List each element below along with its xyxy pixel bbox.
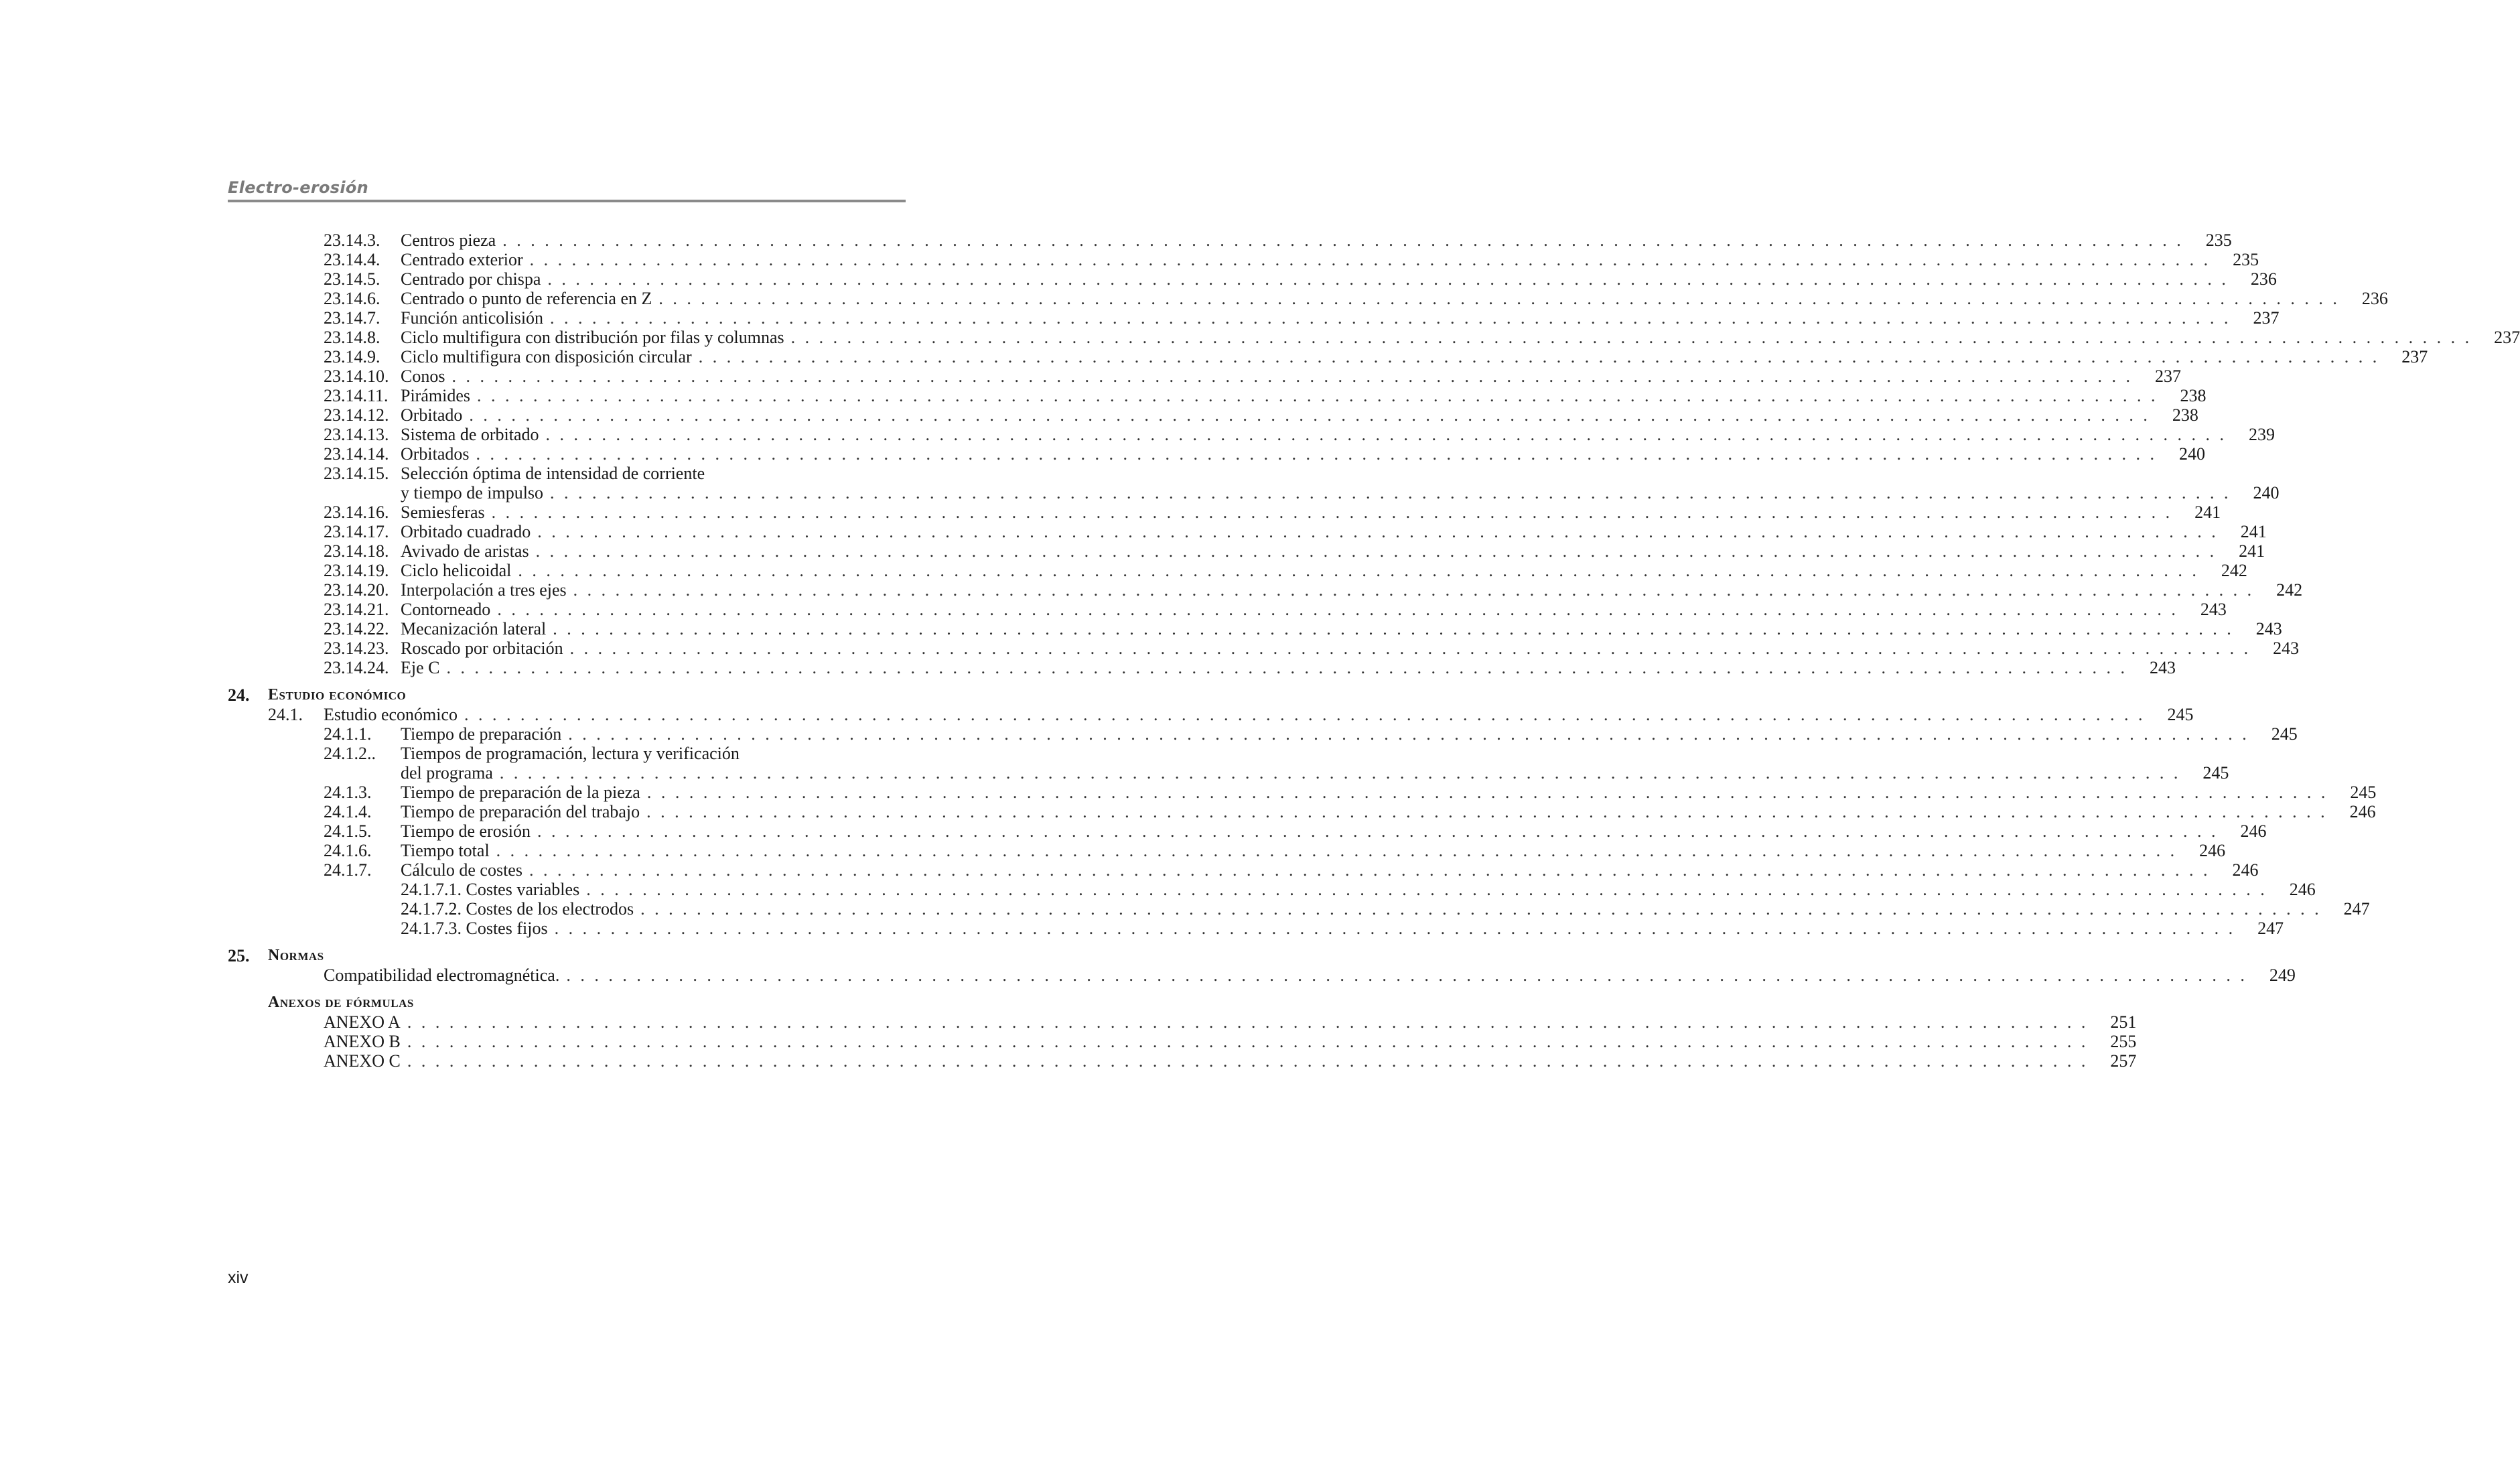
toc-page-number: 243 (2273, 639, 2300, 658)
toc-entry-row (228, 541, 2265, 561)
toc-entry-title: Ciclo multifigura con distribución por filas y columnas (401, 328, 784, 347)
toc-chapter-row (228, 946, 906, 965)
toc-dot-leader: . . . . . . . . . . . . . . . . . . . . . . . . . . . . . . . . . . . . . . . . . . . . . . . . . . . . . . . . . . . . . . . . . . . . . . . . . . . . . . . . . . . . . . . . . . . . . . . . . . . . . . . . . . . . . . . . . . . . . . . . (640, 899, 2322, 919)
toc-entry-row (228, 744, 906, 763)
toc-entry-row (228, 880, 2316, 899)
toc-entry-number: 23.14.8. (324, 328, 380, 347)
toc-entry-title: ANEXO B (324, 1032, 401, 1051)
toc-entry-title: ANEXO A (324, 1012, 401, 1032)
toc-entry-row (228, 705, 2194, 724)
toc-entry-title: Tiempo de preparación (401, 724, 562, 744)
toc-entry-row (228, 860, 2259, 880)
toc-dot-leader: . . . . . . . . . . . . . . . . . . . . . . . . . . . . . . . . . . . . . . . . . . . . . . . . . . . . . . . . . . . . . . . . . . . . . . . . . . . . . . . . . . . . . . . . . . . . . . . . . . . . . . . . . . . . . . . . . . . . . . . . (491, 503, 2173, 522)
toc-entry-row (228, 1051, 2137, 1071)
toc-page-number: 241 (2194, 503, 2221, 522)
toc-page-number: 240 (2253, 483, 2280, 503)
toc-entry-title: Cálculo de costes (401, 860, 522, 880)
toc-entry-row (228, 919, 2284, 938)
toc-dot-leader: . . . . . . . . . . . . . . . . . . . . . . . . . . . . . . . . . . . . . . . . . . . . . . . . . . . . . . . . . . . . . . . . . . . . . . . . . . . . . . . . . . . . . . . . . . . . . . . . . . . . . . . . . . . . . . . . . . . . . . . . (451, 366, 2133, 386)
toc-section-heading-row (228, 993, 906, 1012)
toc-page-number: 246 (2199, 841, 2226, 860)
toc-entry-row (228, 580, 2303, 600)
toc-entry-title: Orbitados (401, 444, 470, 464)
toc-page-number: 237 (2494, 328, 2520, 347)
toc-entry-title: Tiempos de programación, lectura y verificación (401, 744, 740, 763)
toc-entry-title: Sistema de orbitado (401, 425, 539, 444)
toc-page-number: 246 (2349, 802, 2376, 821)
toc-page-number: 243 (2255, 619, 2282, 639)
toc-entry-row (228, 405, 2198, 425)
toc-entry-title: Eje C (401, 658, 440, 677)
toc-dot-leader: . . . . . . . . . . . . . . . . . . . . . . . . . . . . . . . . . . . . . . . . . . . . . . . . . . . . . . . . . . . . . . . . . . . . . . . . . . . . . . . . . . . . . . . . . . . . . . . . . . . . . . . . . . . . . . . . . . . . . . . . (407, 1051, 2089, 1071)
toc-entry-row (228, 444, 2206, 464)
toc-entry-number: 23.14.12. (324, 405, 389, 425)
toc-entry-number: 24.1.6. (324, 841, 372, 860)
toc-entry-row (228, 366, 2181, 386)
toc-page-number: 242 (2276, 580, 2303, 600)
toc-entry-title: Anexos de fórmulas (268, 994, 414, 1011)
toc-page-number: 246 (2232, 860, 2259, 880)
toc-dot-leader: . . . . . . . . . . . . . . . . . . . . . . . . . . . . . . . . . . . . . . . . . . . . . . . . . . . . . . . . . . . . . . . . . . . . . . . . . . . . . . . . . . . . . . . . . . . . . . . . . . . . . . . . . . . . . . . . . . . . . . . . (698, 347, 2380, 366)
toc-entry-title: 24.1.7.1. Costes variables (401, 880, 580, 899)
toc-dot-leader: . . . . . . . . . . . . . . . . . . . . . . . . . . . . . . . . . . . . . . . . . . . . . . . . . . . . . . . . . . . . . . . . . . . . . . . . . . . . . . . . . . . . . . . . . . . . . . . . . . . . . . . . . . . . . . . . . . . . . . . . (545, 425, 2227, 444)
toc-entry-number: 24. (228, 685, 250, 705)
toc-entry-title: ANEXO C (324, 1051, 401, 1071)
toc-dot-leader: . . . . . . . . . . . . . . . . . . . . . . . . . . . . . . . . . . . . . . . . . . . . . . . . . . . . . . . . . . . . . . . . . . . . . . . . . . . . . . . . . . . . . . . . . . . . . . . . . . . . . . . . . . . . . . . . . . . . . . . . (535, 541, 2217, 561)
toc-entry-row (228, 821, 2267, 841)
toc-page-number: 237 (2154, 366, 2181, 386)
toc-entry-row (228, 230, 2232, 250)
toc-page-number: 237 (2401, 347, 2428, 366)
toc-entry-row (228, 600, 2227, 619)
toc-entry-number: 23.14.6. (324, 289, 380, 308)
toc-entry-row (228, 802, 2376, 821)
toc-entry-title: Centros pieza (401, 230, 496, 250)
page-number: xiv (228, 1268, 249, 1287)
toc-page-number: 240 (2179, 444, 2206, 464)
toc-page-number: 245 (2167, 705, 2194, 724)
toc-entry-title: Pirámides (401, 386, 470, 405)
toc-dot-leader: . . . . . . . . . . . . . . . . . . . . . . . . . . . . . . . . . . . . . . . . . . . . . . . . . . . . . . . . . . . . . . . . . . . . . . . . . . . . . . . . . . . . . . . . . . . . . . . . . . . . . . . . . . . . . . . . . . . . . . . . (529, 860, 2211, 880)
toc-entry-row (228, 328, 2520, 347)
toc-entry-title: Interpolación a tres ejes (401, 580, 567, 600)
toc-entry-row (228, 639, 2300, 658)
toc-entry-row (228, 1012, 2137, 1032)
toc-page-number: 238 (2172, 405, 2198, 425)
toc-dot-leader: . . . . . . . . . . . . . . . . . . . . . . . . . . . . . . . . . . . . . . . . . . . . . . . . . . . . . . . . . . . . . . . . . . . . . . . . . . . . . . . . . . . . . . . . . . . . . . . . . . . . . . . . . . . . . . . . . . . . . . . . (586, 880, 2267, 899)
toc-page-number: 246 (2240, 821, 2267, 841)
toc-page-number: 245 (2202, 763, 2229, 783)
toc-dot-leader: . . . . . . . . . . . . . . . . . . . . . . . . . . . . . . . . . . . . . . . . . . . . . . . . . . . . . . . . . . . . . . . . . . . . . . . . . . . . . . . . . . . . . . . . . . . . . . . . . . . . . . . . . . . . . . . . . . . . . . . . (568, 724, 2249, 744)
header-title: Electro-erosión (228, 178, 369, 197)
toc-entry-row (228, 724, 2298, 744)
toc-entry-row (228, 483, 2280, 503)
toc-page-number: 243 (2200, 600, 2227, 619)
toc-dot-leader: . . . . . . . . . . . . . . . . . . . . . . . . . . . . . . . . . . . . . . . . . . . . . . . . . . . . . . . . . . . . . . . . . . . . . . . . . . . . . . . . . . . . . . . . . . . . . . . . . . . . . . . . . . . . . . . . . . . . . . . . (566, 965, 2247, 985)
toc-entry-number: 23.14.10. (324, 366, 389, 386)
toc-page-number: 236 (2250, 269, 2277, 289)
toc-dot-leader: . . . . . . . . . . . . . . . . . . . . . . . . . . . . . . . . . . . . . . . . . . . . . . . . . . . . . . . . . . . . . . . . . . . . . . . . . . . . . . . . . . . . . . . . . . . . . . . . . . . . . . . . . . . . . . . . . . . . . . . . (407, 1032, 2089, 1051)
toc-entry-title: 24.1.7.3. Costes fijos (401, 919, 548, 938)
toc-page-number: 251 (2110, 1012, 2137, 1032)
toc-dot-leader: . . . . . . . . . . . . . . . . . . . . . . . . . . . . . . . . . . . . . . . . . . . . . . . . . . . . . . . . . . . . . . . . . . . . . . . . . . . . . . . . . . . . . . . . . . . . . . . . . . . . . . . . . . . . . . . . . . . . . . . . (446, 658, 2127, 677)
toc-entry-number: 23.14.9. (324, 347, 380, 366)
toc-entry-title: Orbitado cuadrado (401, 522, 531, 541)
toc-entry-title: Tiempo de erosión (401, 821, 531, 841)
toc-entry-number: 24.1. (268, 705, 303, 724)
toc-entry-title: Centrado por chispa (401, 269, 541, 289)
toc-dot-leader: . . . . . . . . . . . . . . . . . . . . . . . . . . . . . . . . . . . . . . . . . . . . . . . . . . . . . . . . . . . . . . . . . . . . . . . . . . . . . . . . . . . . . . . . . . . . . . . . . . . . . . . . . . . . . . . . . . . . . . . . (497, 600, 2178, 619)
toc-entry-row (228, 250, 2259, 269)
toc-entry-row (228, 1032, 2137, 1051)
toc-dot-leader: . . . . . . . . . . . . . . . . . . . . . . . . . . . . . . . . . . . . . . . . . . . . . . . . . . . . . . . . . . . . . . . . . . . . . . . . . . . . . . . . . . . . . . . . . . . . . . . . . . . . . . . . . . . . . . . . . . . . . . . . (550, 308, 2231, 328)
toc-entry-title: Semiesferas (401, 503, 485, 522)
toc-page-number: 235 (2205, 230, 2232, 250)
toc-entry-title: Avivado de aristas (401, 541, 529, 561)
toc-entry-number: 23.14.24. (324, 658, 389, 677)
toc-page-number: 241 (2239, 541, 2265, 561)
toc-dot-leader: . . . . . . . . . . . . . . . . . . . . . . . . . . . . . . . . . . . . . . . . . . . . . . . . . . . . . . . . . . . . . . . . . . . . . . . . . . . . . . . . . . . . . . . . . . . . . . . . . . . . . . . . . . . . . . . . . . . . . . . . (646, 783, 2328, 802)
toc-entry-title: Selección óptima de intensidad de corriente (401, 464, 705, 483)
toc-entry-row (228, 425, 2276, 444)
toc-entry-number: 23.14.15. (324, 464, 389, 483)
toc-entry-title: Roscado por orbitación (401, 639, 563, 658)
toc-dot-leader: . . . . . . . . . . . . . . . . . . . . . . . . . . . . . . . . . . . . . . . . . . . . . . . . . . . . . . . . . . . . . . . . . . . . . . . . . . . . . . . . . . . . . . . . . . . . . . . . . . . . . . . . . . . . . . . . . . . . . . . . (477, 386, 2158, 405)
toc-page-number: 241 (2240, 522, 2267, 541)
toc-entry-row (228, 899, 2370, 919)
toc-entry-title: Tiempo de preparación de la pieza (401, 783, 640, 802)
toc-page-number: 255 (2110, 1032, 2137, 1051)
toc-page-number: 235 (2233, 250, 2259, 269)
toc-dot-leader: . . . . . . . . . . . . . . . . . . . . . . . . . . . . . . . . . . . . . . . . . . . . . . . . . . . . . . . . . . . . . . . . . . . . . . . . . . . . . . . . . . . . . . . . . . . . . . . . . . . . . . . . . . . . . . . . . . . . . . . . (553, 619, 2234, 639)
toc-entry-title: Conos (401, 366, 445, 386)
toc-entry-row (228, 289, 2388, 308)
toc-page-number: 257 (2110, 1051, 2137, 1071)
toc-entry-number: 23.14.7. (324, 308, 380, 328)
toc-dot-leader: . . . . . . . . . . . . . . . . . . . . . . . . . . . . . . . . . . . . . . . . . . . . . . . . . . . . . . . . . . . . . . . . . . . . . . . . . . . . . . . . . . . . . . . . . . . . . . . . . . . . . . . . . . . . . . . . . . . . . . . . (464, 705, 2146, 724)
toc-page-number: 242 (2221, 561, 2247, 580)
toc-entry-title: Mecanización lateral (401, 619, 547, 639)
toc-entry-row (228, 841, 2226, 860)
toc-entry-number: 24.1.4. (324, 802, 372, 821)
toc-entry-title: Función anticolisión (401, 308, 544, 328)
toc-page-number: 249 (2269, 965, 2296, 985)
toc-dot-leader: . . . . . . . . . . . . . . . . . . . . . . . . . . . . . . . . . . . . . . . . . . . . . . . . . . . . . . . . . . . . . . . . . . . . . . . . . . . . . . . . . . . . . . . . . . . . . . . . . . . . . . . . . . . . . . . . . . . . . . . . (496, 841, 2178, 860)
toc-entry-title: Normas (268, 947, 324, 964)
toc-entry-number: 23.14.16. (324, 503, 389, 522)
toc-page-number: 246 (2289, 880, 2316, 899)
toc-dot-leader: . . . . . . . . . . . . . . . . . . . . . . . . . . . . . . . . . . . . . . . . . . . . . . . . . . . . . . . . . . . . . . . . . . . . . . . . . . . . . . . . . . . . . . . . . . . . . . . . . . . . . . . . . . . . . . . . . . . . . . . . (407, 1012, 2089, 1032)
toc-entry-row (228, 619, 2282, 639)
toc-entry-row (228, 386, 2207, 405)
toc-entry-number: 23.14.11. (324, 386, 389, 405)
toc-entry-row (228, 561, 2247, 580)
toc-dot-leader: . . . . . . . . . . . . . . . . . . . . . . . . . . . . . . . . . . . . . . . . . . . . . . . . . . . . . . . . . . . . . . . . . . . . . . . . . . . . . . . . . . . . . . . . . . . . . . . . . . . . . . . . . . . . . . . . . . . . . . . . (529, 250, 2211, 269)
toc-dot-leader: . . . . . . . . . . . . . . . . . . . . . . . . . . . . . . . . . . . . . . . . . . . . . . . . . . . . . . . . . . . . . . . . . . . . . . . . . . . . . . . . . . . . . . . . . . . . . . . . . . . . . . . . . . . . . . . . . . . . . . . . (550, 483, 2231, 503)
toc-entry-number: 23.14.23. (324, 639, 389, 658)
running-header (228, 178, 906, 202)
toc-entry-number: 25. (228, 946, 250, 965)
toc-entry-number: 24.1.2.. (324, 744, 376, 763)
toc-entry-row (228, 269, 2277, 289)
toc-dot-leader: . . . . . . . . . . . . . . . . . . . . . . . . . . . . . . . . . . . . . . . . . . . . . . . . . . . . . . . . . . . . . . . . . . . . . . . . . . . . . . . . . . . . . . . . . . . . . . . . . . . . . . . . . . . . . . . . . . . . . . . . (790, 328, 2472, 347)
toc-entry-number: 23.14.18. (324, 541, 389, 561)
toc-dot-leader: . . . . . . . . . . . . . . . . . . . . . . . . . . . . . . . . . . . . . . . . . . . . . . . . . . . . . . . . . . . . . . . . . . . . . . . . . . . . . . . . . . . . . . . . . . . . . . . . . . . . . . . . . . . . . . . . . . . . . . . . (499, 763, 2181, 783)
toc-dot-leader: . . . . . . . . . . . . . . . . . . . . . . . . . . . . . . . . . . . . . . . . . . . . . . . . . . . . . . . . . . . . . . . . . . . . . . . . . . . . . . . . . . . . . . . . . . . . . . . . . . . . . . . . . . . . . . . . . . . . . . . . (537, 821, 2219, 841)
toc-dot-leader: . . . . . . . . . . . . . . . . . . . . . . . . . . . . . . . . . . . . . . . . . . . . . . . . . . . . . . . . . . . . . . . . . . . . . . . . . . . . . . . . . . . . . . . . . . . . . . . . . . . . . . . . . . . . . . . . . . . . . . . . (569, 639, 2251, 658)
toc-page-number: 245 (2350, 783, 2377, 802)
toc-entry-title: y tiempo de impulso (401, 483, 544, 503)
toc-entry-row (228, 522, 2267, 541)
toc-entry-title: Ciclo helicoidal (401, 561, 512, 580)
toc-chapter-row (228, 685, 906, 705)
toc-entry-number: 23.14.21. (324, 600, 389, 619)
toc-dot-leader: . . . . . . . . . . . . . . . . . . . . . . . . . . . . . . . . . . . . . . . . . . . . . . . . . . . . . . . . . . . . . . . . . . . . . . . . . . . . . . . . . . . . . . . . . . . . . . . . . . . . . . . . . . . . . . . . . . . . . . . . (469, 405, 2150, 425)
toc-entry-row (228, 503, 2221, 522)
toc-dot-leader: . . . . . . . . . . . . . . . . . . . . . . . . . . . . . . . . . . . . . . . . . . . . . . . . . . . . . . . . . . . . . . . . . . . . . . . . . . . . . . . . . . . . . . . . . . . . . . . . . . . . . . . . . . . . . . . . . . . . . . . . (537, 522, 2219, 541)
toc-entry-title: Compatibilidad electromagnética. (324, 965, 560, 985)
toc-page-number: 247 (2257, 919, 2284, 938)
toc-entry-number: 23.14.20. (324, 580, 389, 600)
toc-entry-number: 24.1.7. (324, 860, 372, 880)
toc-entry-title: 24.1.7.2. Costes de los electrodos (401, 899, 634, 919)
toc-dot-leader: . . . . . . . . . . . . . . . . . . . . . . . . . . . . . . . . . . . . . . . . . . . . . . . . . . . . . . . . . . . . . . . . . . . . . . . . . . . . . . . . . . . . . . . . . . . . . . . . . . . . . . . . . . . . . . . . . . . . . . . . (547, 269, 2229, 289)
toc-dot-leader: . . . . . . . . . . . . . . . . . . . . . . . . . . . . . . . . . . . . . . . . . . . . . . . . . . . . . . . . . . . . . . . . . . . . . . . . . . . . . . . . . . . . . . . . . . . . . . . . . . . . . . . . . . . . . . . . . . . . . . . . (518, 561, 2199, 580)
toc-entry-number: 24.1.5. (324, 821, 372, 841)
toc-entry-number: 23.14.3. (324, 230, 380, 250)
toc-entry-number: 23.14.4. (324, 250, 380, 269)
toc-page-number: 238 (2180, 386, 2207, 405)
toc-entry-title: del programa (401, 763, 493, 783)
toc-dot-leader: . . . . . . . . . . . . . . . . . . . . . . . . . . . . . . . . . . . . . . . . . . . . . . . . . . . . . . . . . . . . . . . . . . . . . . . . . . . . . . . . . . . . . . . . . . . . . . . . . . . . . . . . . . . . . . . . . . . . . . . . (646, 802, 2328, 821)
toc-entry-title: Ciclo multifigura con disposición circular (401, 347, 692, 366)
toc-entry-title: Tiempo de preparación del trabajo (401, 802, 640, 821)
toc-entry-title: Orbitado (401, 405, 463, 425)
toc-entry-title: Contorneado (401, 600, 491, 619)
toc-entry-title: Centrado o punto de referencia en Z (401, 289, 652, 308)
toc-entry-number: 23.14.22. (324, 619, 389, 639)
toc-dot-leader: . . . . . . . . . . . . . . . . . . . . . . . . . . . . . . . . . . . . . . . . . . . . . . . . . . . . . . . . . . . . . . . . . . . . . . . . . . . . . . . . . . . . . . . . . . . . . . . . . . . . . . . . . . . . . . . . . . . . . . . . (554, 919, 2236, 938)
toc-dot-leader: . . . . . . . . . . . . . . . . . . . . . . . . . . . . . . . . . . . . . . . . . . . . . . . . . . . . . . . . . . . . . . . . . . . . . . . . . . . . . . . . . . . . . . . . . . . . . . . . . . . . . . . . . . . . . . . . . . . . . . . . (573, 580, 2255, 600)
toc-entry-row (228, 763, 2229, 783)
toc-page-number: 239 (2249, 425, 2276, 444)
toc-entry-row (228, 658, 2176, 677)
toc-entry-row (228, 783, 2377, 802)
toc-entry-row (228, 464, 906, 483)
toc-page-number: 245 (2271, 724, 2298, 744)
toc-entry-title: Tiempo total (401, 841, 490, 860)
toc-entry-title: Estudio económico (268, 686, 407, 704)
toc-page-number: 237 (2253, 308, 2280, 328)
toc-page-number: 236 (2361, 289, 2388, 308)
table-of-contents (228, 230, 2520, 1071)
toc-entry-number: 24.1.1. (324, 724, 372, 744)
toc-page-number: 247 (2343, 899, 2370, 919)
toc-entry-title: Centrado exterior (401, 250, 523, 269)
toc-entry-title: Estudio económico (324, 705, 458, 724)
toc-entry-number: 23.14.17. (324, 522, 389, 541)
toc-entry-row (228, 308, 2280, 328)
toc-dot-leader: . . . . . . . . . . . . . . . . . . . . . . . . . . . . . . . . . . . . . . . . . . . . . . . . . . . . . . . . . . . . . . . . . . . . . . . . . . . . . . . . . . . . . . . . . . . . . . . . . . . . . . . . . . . . . . . . . . . . . . . . (658, 289, 2340, 308)
toc-entry-number: 23.14.13. (324, 425, 389, 444)
toc-entry-row (228, 347, 2428, 366)
toc-entry-number: 24.1.3. (324, 783, 372, 802)
toc-page-number: 243 (2150, 658, 2176, 677)
toc-entry-row (228, 965, 2296, 985)
toc-entry-number: 23.14.14. (324, 444, 389, 464)
toc-entry-number: 23.14.19. (324, 561, 389, 580)
toc-entry-number: 23.14.5. (324, 269, 380, 289)
toc-dot-leader: . . . . . . . . . . . . . . . . . . . . . . . . . . . . . . . . . . . . . . . . . . . . . . . . . . . . . . . . . . . . . . . . . . . . . . . . . . . . . . . . . . . . . . . . . . . . . . . . . . . . . . . . . . . . . . . . . . . . . . . . (476, 444, 2158, 464)
toc-dot-leader: . . . . . . . . . . . . . . . . . . . . . . . . . . . . . . . . . . . . . . . . . . . . . . . . . . . . . . . . . . . . . . . . . . . . . . . . . . . . . . . . . . . . . . . . . . . . . . . . . . . . . . . . . . . . . . . . . . . . . . . . (502, 230, 2184, 250)
